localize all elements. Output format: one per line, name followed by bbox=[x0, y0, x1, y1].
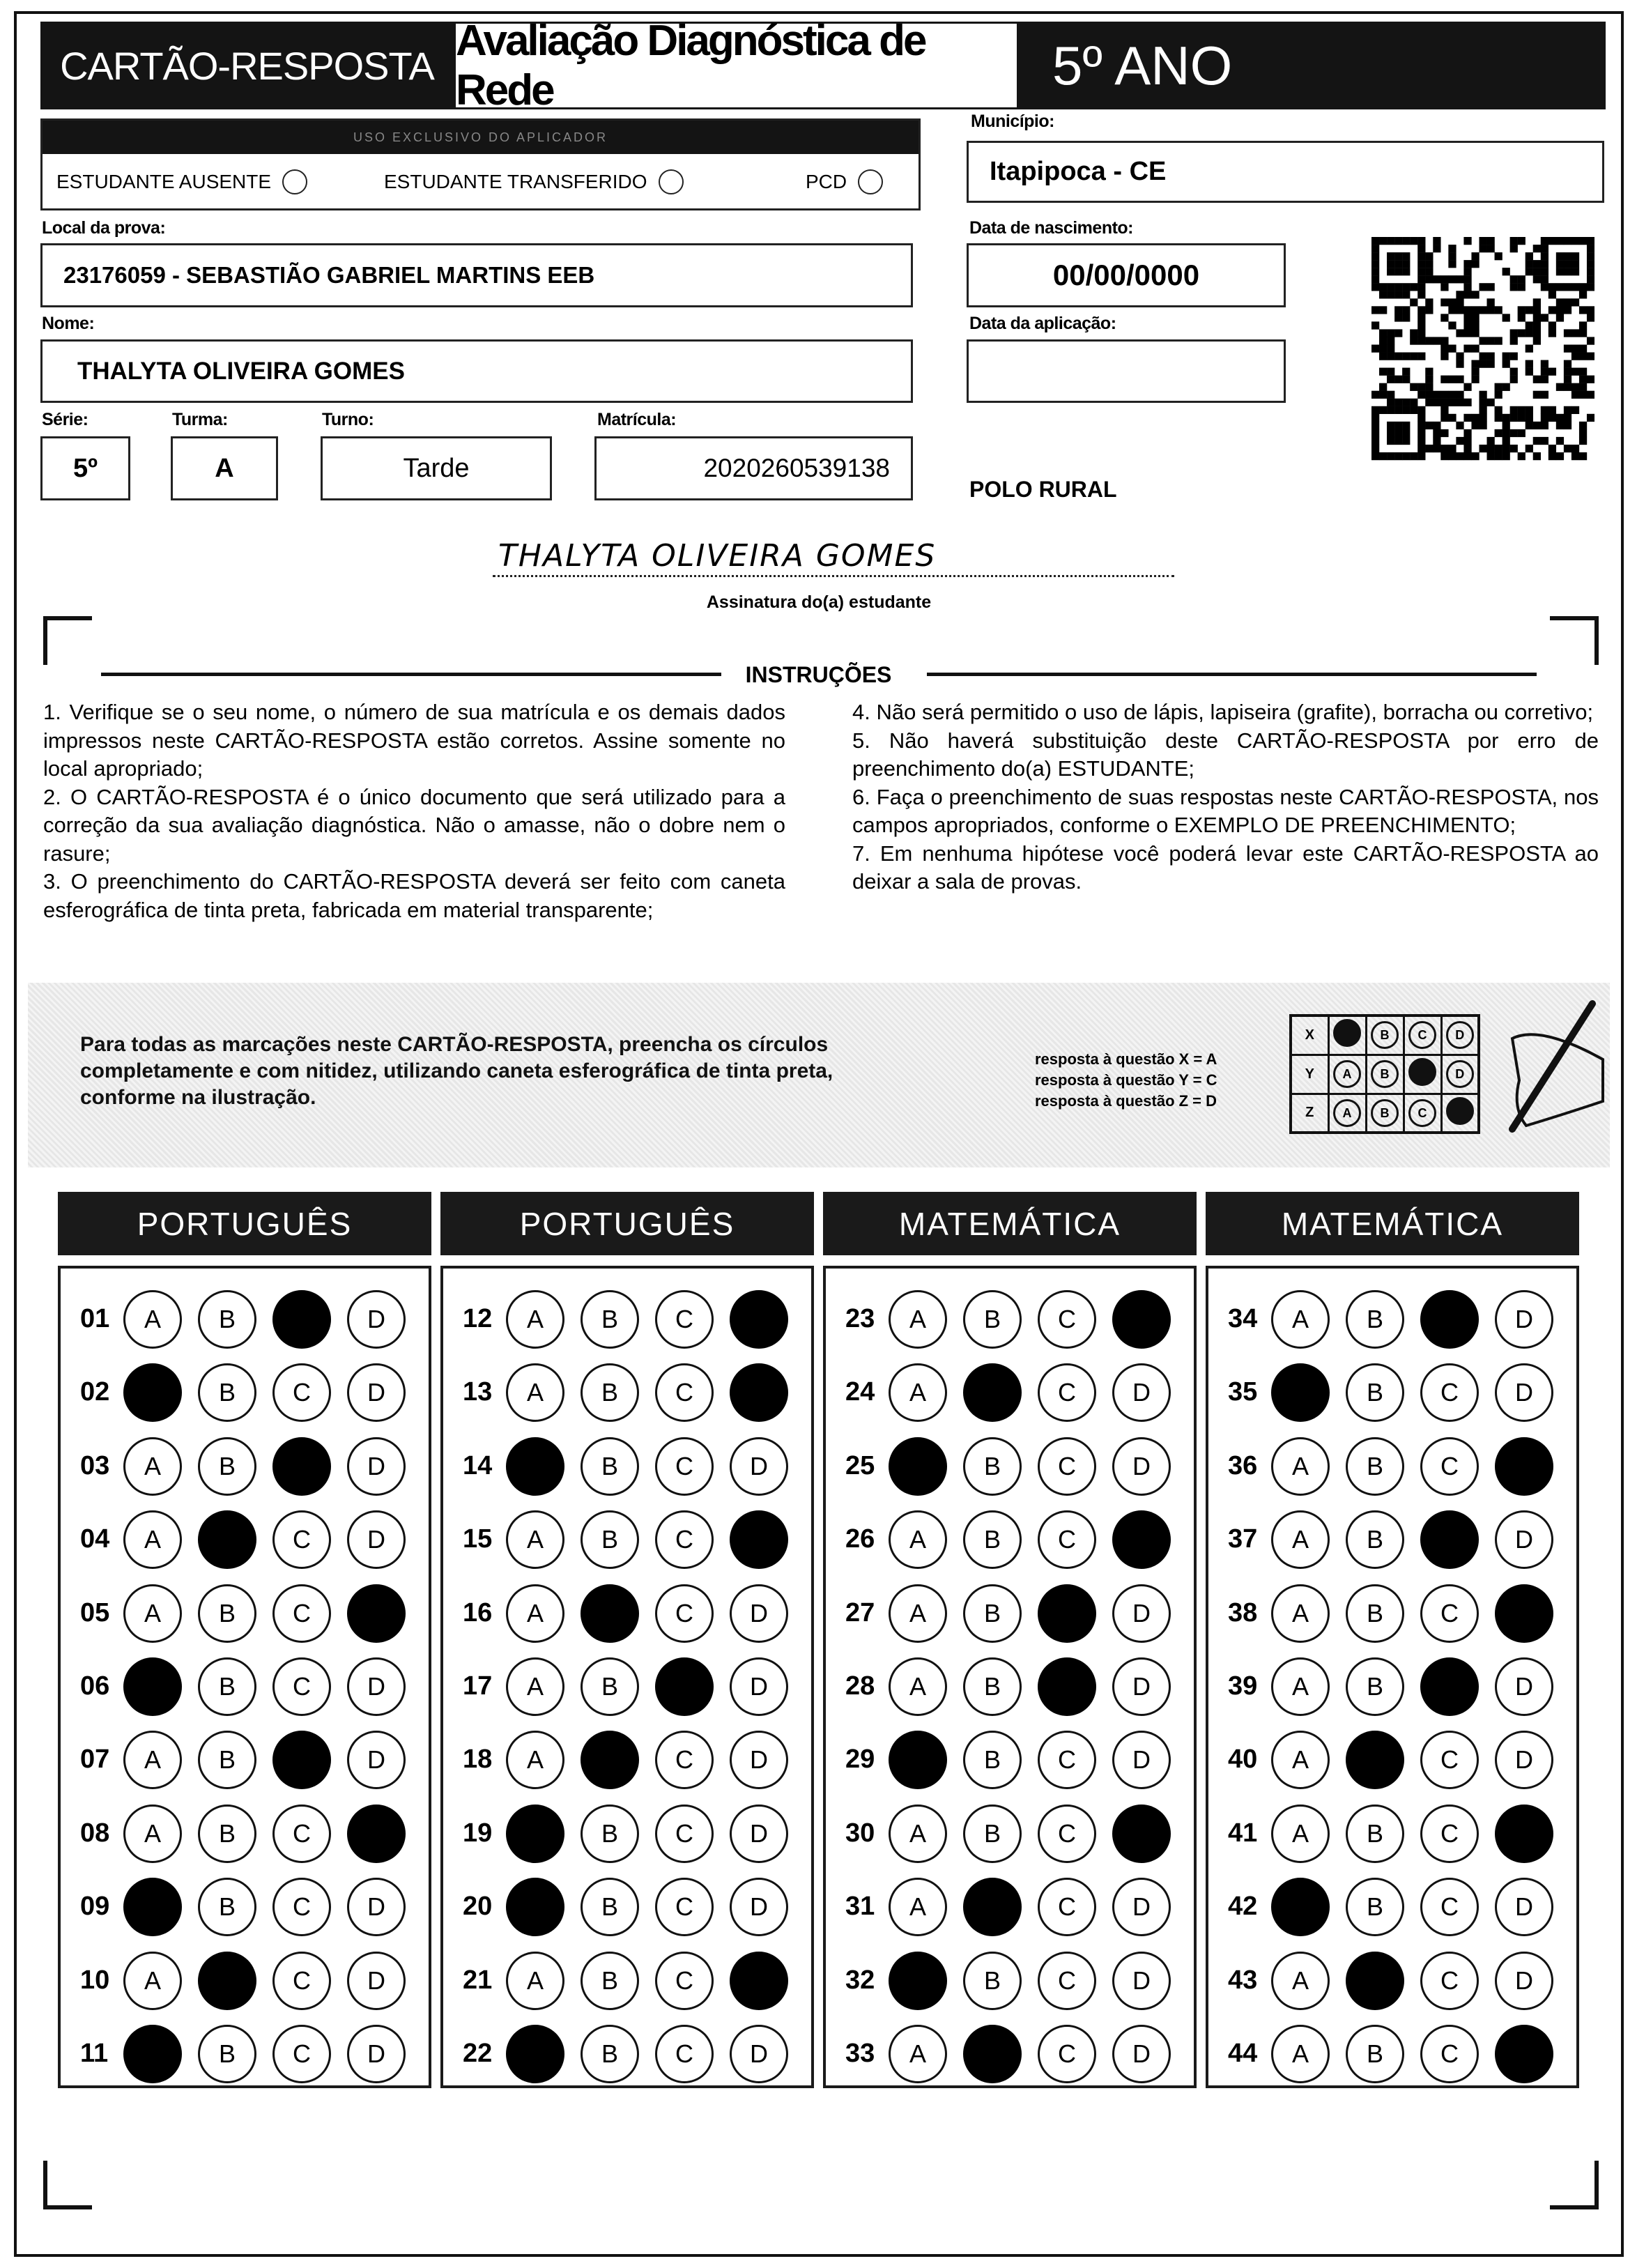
example-bubble: C bbox=[1408, 1021, 1436, 1049]
question-number: 13 bbox=[463, 1377, 493, 1407]
answer-bubble[interactable]: D bbox=[1495, 1731, 1553, 1789]
answer-bubble[interactable]: B bbox=[581, 1510, 639, 1569]
answer-bubble-filled[interactable]: B bbox=[581, 1731, 639, 1789]
aplicacao-label: Data da aplicação: bbox=[969, 314, 1116, 333]
answer-bubble[interactable]: C bbox=[655, 1952, 714, 2010]
question-number: 21 bbox=[463, 1965, 493, 1995]
example-bubble bbox=[1408, 1058, 1436, 1086]
answer-bubble[interactable]: A bbox=[1271, 1731, 1330, 1789]
answer-bubble[interactable]: B bbox=[1346, 1510, 1404, 1569]
signature-line[interactable]: THALYTA OLIVEIRA GOMES bbox=[493, 538, 1174, 577]
answer-bubble[interactable]: A bbox=[123, 1805, 182, 1863]
question-number: 31 bbox=[845, 1892, 875, 1922]
answer-bubble-filled[interactable]: A bbox=[889, 1731, 947, 1789]
answer-bubble[interactable]: C bbox=[1038, 1510, 1096, 1569]
matricula-label: Matrícula: bbox=[597, 410, 677, 429]
turma-field: A bbox=[171, 436, 278, 500]
answer-bubble-filled[interactable]: D bbox=[347, 1584, 406, 1643]
question-number: 23 bbox=[845, 1304, 875, 1333]
answer-bubble[interactable]: D bbox=[1495, 1952, 1553, 2010]
hand-pen-icon bbox=[1470, 997, 1610, 1143]
answer-bubble[interactable]: B bbox=[963, 1805, 1022, 1863]
answer-bubble[interactable]: C bbox=[272, 1952, 331, 2010]
answer-bubble[interactable]: C bbox=[272, 1805, 331, 1863]
answer-bubble[interactable]: B bbox=[1346, 1584, 1404, 1643]
answer-bubble[interactable]: C bbox=[1420, 1437, 1479, 1496]
nascimento-label: Data de nascimento: bbox=[969, 218, 1134, 238]
local-label: Local da prova: bbox=[42, 218, 166, 238]
answer-bubble[interactable]: C bbox=[655, 1437, 714, 1496]
example-bubble: B bbox=[1371, 1060, 1399, 1088]
answer-bubble[interactable]: A bbox=[889, 1657, 947, 1716]
answer-bubble[interactable]: C bbox=[1420, 1805, 1479, 1863]
answer-bubble[interactable]: C bbox=[655, 1290, 714, 1349]
answer-bubble[interactable]: C bbox=[1038, 2025, 1096, 2083]
answer-bubble-filled[interactable]: A bbox=[506, 2025, 564, 2083]
answer-bubble[interactable]: A bbox=[889, 1805, 947, 1863]
corner-mark bbox=[43, 616, 92, 665]
answer-bubble[interactable]: D bbox=[347, 1363, 406, 1422]
answer-bubble[interactable]: A bbox=[506, 1510, 564, 1569]
question-number: 28 bbox=[845, 1671, 875, 1701]
answer-bubble-filled[interactable]: A bbox=[506, 1437, 564, 1496]
answer-section bbox=[58, 1266, 431, 2088]
answer-bubble[interactable]: A bbox=[889, 1878, 947, 1936]
answer-bubble-filled[interactable]: D bbox=[1112, 1290, 1171, 1349]
answer-bubble[interactable]: D bbox=[730, 1584, 788, 1643]
answer-bubble[interactable]: A bbox=[123, 1510, 182, 1569]
answer-bubble-filled[interactable]: D bbox=[1495, 1805, 1553, 1863]
answer-bubble-filled[interactable]: A bbox=[123, 1363, 182, 1422]
answer-bubble[interactable]: C bbox=[1420, 1952, 1479, 2010]
answer-bubble[interactable]: B bbox=[198, 1878, 256, 1936]
question-number: 08 bbox=[80, 1818, 110, 1848]
pcd-bubble[interactable] bbox=[858, 169, 883, 194]
answer-bubble[interactable]: B bbox=[198, 1805, 256, 1863]
question-number: 24 bbox=[845, 1377, 875, 1407]
answer-bubble[interactable]: D bbox=[1112, 1657, 1171, 1716]
question-number: 41 bbox=[1228, 1818, 1258, 1848]
question-number: 26 bbox=[845, 1524, 875, 1554]
answer-bubble[interactable]: D bbox=[347, 1952, 406, 2010]
question-number: 37 bbox=[1228, 1524, 1258, 1554]
absent-bubble[interactable] bbox=[282, 169, 307, 194]
answer-bubble[interactable]: B bbox=[963, 1290, 1022, 1349]
answer-bubble[interactable]: C bbox=[1420, 1878, 1479, 1936]
absent-label: ESTUDANTE AUSENTE bbox=[56, 171, 272, 192]
answer-bubble-filled[interactable]: A bbox=[123, 2025, 182, 2083]
answer-section bbox=[823, 1266, 1197, 2088]
answer-bubble[interactable]: B bbox=[198, 1731, 256, 1789]
answer-bubble[interactable]: A bbox=[123, 1731, 182, 1789]
answer-bubble[interactable]: B bbox=[963, 1510, 1022, 1569]
example-bubble: D bbox=[1446, 1060, 1474, 1088]
answer-bubble[interactable]: D bbox=[1495, 1878, 1553, 1936]
question-number: 11 bbox=[80, 2039, 109, 2068]
answer-bubble[interactable]: B bbox=[963, 1952, 1022, 2010]
answer-bubble[interactable]: D bbox=[347, 2025, 406, 2083]
answer-bubble[interactable]: C bbox=[1038, 1805, 1096, 1863]
example-bubble: B bbox=[1371, 1099, 1399, 1127]
example-bubble bbox=[1333, 1019, 1361, 1047]
legend-line: resposta à questão Z = D bbox=[1035, 1092, 1217, 1110]
answer-bubble[interactable]: A bbox=[889, 1363, 947, 1422]
question-number: 40 bbox=[1228, 1745, 1258, 1775]
answer-bubble[interactable]: D bbox=[347, 1731, 406, 1789]
grade-title: 5º ANO bbox=[1019, 22, 1606, 109]
serie-label: Série: bbox=[42, 410, 89, 429]
answer-bubble-filled[interactable]: B bbox=[963, 2025, 1022, 2083]
answer-bubble[interactable]: C bbox=[272, 1878, 331, 1936]
answer-bubble-filled[interactable]: C bbox=[272, 1290, 331, 1349]
answer-bubble[interactable]: B bbox=[1346, 1437, 1404, 1496]
answer-bubble[interactable]: D bbox=[730, 1805, 788, 1863]
local-field: 23176059 - SEBASTIÃO GABRIEL MARTINS EEB bbox=[40, 243, 913, 307]
answer-bubble[interactable]: B bbox=[1346, 1363, 1404, 1422]
answer-bubble[interactable]: B bbox=[581, 1952, 639, 2010]
answer-bubble[interactable]: D bbox=[730, 1878, 788, 1936]
answer-section bbox=[1206, 1266, 1579, 2088]
nome-label: Nome: bbox=[42, 314, 95, 333]
answer-bubble[interactable]: B bbox=[1346, 1657, 1404, 1716]
answer-bubble-filled[interactable]: C bbox=[1038, 1657, 1096, 1716]
answer-bubble[interactable]: B bbox=[198, 1363, 256, 1422]
example-bubble: C bbox=[1408, 1099, 1436, 1127]
answer-bubble[interactable]: A bbox=[506, 1731, 564, 1789]
answer-bubble-filled[interactable]: C bbox=[1420, 1510, 1479, 1569]
question-number: 04 bbox=[80, 1524, 110, 1554]
nascimento-field: 00/00/0000 bbox=[967, 243, 1286, 307]
answer-bubble[interactable]: B bbox=[1346, 1878, 1404, 1936]
answer-bubble[interactable]: D bbox=[1112, 1731, 1171, 1789]
answer-bubble[interactable]: C bbox=[1038, 1878, 1096, 1936]
qr-code bbox=[1371, 236, 1594, 461]
answer-bubble[interactable]: B bbox=[963, 1657, 1022, 1716]
answer-bubble[interactable]: B bbox=[1346, 2025, 1404, 2083]
answer-bubble-filled[interactable]: A bbox=[889, 1437, 947, 1496]
answer-bubble[interactable]: A bbox=[1271, 2025, 1330, 2083]
answer-bubble-filled[interactable]: B bbox=[1346, 1952, 1404, 2010]
answer-bubble-filled[interactable]: C bbox=[272, 1731, 331, 1789]
example-row bbox=[1291, 1094, 1479, 1133]
aplicacao-field bbox=[967, 339, 1286, 403]
question-number: 02 bbox=[80, 1377, 110, 1407]
question-number: 15 bbox=[463, 1524, 493, 1554]
answer-bubble[interactable]: B bbox=[198, 1437, 256, 1496]
question-number: 25 bbox=[845, 1450, 875, 1480]
question-number: 09 bbox=[80, 1892, 110, 1922]
nome-field: THALYTA OLIVEIRA GOMES bbox=[40, 339, 913, 403]
answer-bubble[interactable]: A bbox=[123, 1437, 182, 1496]
example-question: X bbox=[1291, 1016, 1328, 1055]
answer-bubble[interactable]: D bbox=[1112, 2025, 1171, 2083]
transferred-bubble[interactable] bbox=[659, 169, 684, 194]
answer-bubble-filled[interactable]: B bbox=[198, 1510, 256, 1569]
answer-bubble-filled[interactable]: A bbox=[123, 1878, 182, 1936]
answer-section bbox=[440, 1266, 814, 2088]
answer-bubble[interactable]: C bbox=[1420, 1731, 1479, 1789]
question-number: 34 bbox=[1228, 1304, 1258, 1333]
applicator-usage-box bbox=[40, 118, 921, 210]
example-text: Para todas as marcações neste CARTÃO-RESPOSTA, preencha os círculos completamente e com nitidez, utilizando caneta esferográfica de tinta preta, conforme na ilustração. bbox=[80, 1033, 833, 1109]
municipio-field: Itapipoca - CE bbox=[967, 141, 1604, 203]
answer-bubble[interactable]: C bbox=[272, 1510, 331, 1569]
answer-bubble[interactable]: B bbox=[581, 1878, 639, 1936]
answer-bubble[interactable]: B bbox=[963, 1437, 1022, 1496]
answer-bubble[interactable]: C bbox=[272, 1657, 331, 1716]
answer-bubble-filled[interactable]: B bbox=[198, 1952, 256, 2010]
municipio-label: Município: bbox=[971, 112, 1054, 131]
absent-option[interactable] bbox=[56, 169, 307, 194]
answer-bubble[interactable]: C bbox=[1420, 1584, 1479, 1643]
answer-bubble-filled[interactable]: C bbox=[1420, 1290, 1479, 1349]
answer-bubble[interactable]: B bbox=[963, 1731, 1022, 1789]
answer-bubble[interactable]: A bbox=[506, 1363, 564, 1422]
answer-bubble[interactable]: B bbox=[581, 2025, 639, 2083]
answer-bubble[interactable]: A bbox=[889, 1584, 947, 1643]
answer-bubble[interactable]: B bbox=[198, 1657, 256, 1716]
example-bubble: B bbox=[1371, 1021, 1399, 1049]
answer-bubble-filled[interactable]: C bbox=[655, 1657, 714, 1716]
question-number: 29 bbox=[845, 1745, 875, 1775]
answer-bubble[interactable]: D bbox=[730, 1437, 788, 1496]
answer-bubble[interactable]: C bbox=[655, 1584, 714, 1643]
question-number: 14 bbox=[463, 1450, 493, 1480]
example-bubble: D bbox=[1446, 1021, 1474, 1049]
question-number: 27 bbox=[845, 1597, 875, 1627]
answer-bubble-filled[interactable]: A bbox=[506, 1878, 564, 1936]
answer-bubble[interactable]: D bbox=[1112, 1952, 1171, 2010]
answer-bubble[interactable]: B bbox=[198, 1584, 256, 1643]
question-number: 18 bbox=[463, 1745, 493, 1775]
answer-bubble[interactable]: D bbox=[347, 1657, 406, 1716]
answer-bubble[interactable]: B bbox=[1346, 1805, 1404, 1863]
answer-bubble[interactable]: C bbox=[655, 1510, 714, 1569]
exam-title: Avaliação Diagnóstica de Rede bbox=[454, 22, 1019, 109]
answer-bubble[interactable]: A bbox=[506, 1584, 564, 1643]
turma-label: Turma: bbox=[172, 410, 228, 429]
question-number: 36 bbox=[1228, 1450, 1258, 1480]
section-header: PORTUGUÊS bbox=[440, 1192, 814, 1255]
answer-bubble[interactable]: A bbox=[1271, 1952, 1330, 2010]
pcd-label: PCD bbox=[806, 171, 847, 192]
question-number: 05 bbox=[80, 1597, 110, 1627]
answer-bubble-filled[interactable]: A bbox=[1271, 1878, 1330, 1936]
answer-bubble[interactable]: C bbox=[272, 2025, 331, 2083]
answer-bubble[interactable]: A bbox=[1271, 1510, 1330, 1569]
question-number: 12 bbox=[463, 1304, 493, 1333]
question-number: 06 bbox=[80, 1671, 110, 1701]
answer-bubble[interactable]: C bbox=[1038, 1290, 1096, 1349]
answer-bubble[interactable]: D bbox=[1112, 1878, 1171, 1936]
answer-bubble-filled[interactable]: C bbox=[1038, 1584, 1096, 1643]
question-number: 03 bbox=[80, 1450, 110, 1480]
answer-bubble-filled[interactable]: D bbox=[1495, 2025, 1553, 2083]
answer-bubble[interactable]: D bbox=[347, 1510, 406, 1569]
answer-bubble[interactable]: B bbox=[581, 1290, 639, 1349]
example-grid bbox=[1289, 1014, 1480, 1134]
pcd-option[interactable] bbox=[806, 169, 883, 194]
question-number: 44 bbox=[1228, 2039, 1258, 2068]
answer-bubble[interactable]: A bbox=[1271, 1437, 1330, 1496]
answer-bubble[interactable]: A bbox=[123, 1584, 182, 1643]
answer-bubble-filled[interactable]: D bbox=[730, 1952, 788, 2010]
answer-bubble[interactable]: A bbox=[506, 1952, 564, 2010]
answer-bubble[interactable]: D bbox=[730, 1657, 788, 1716]
answer-bubble[interactable]: A bbox=[1271, 1805, 1330, 1863]
answer-bubble-filled[interactable]: D bbox=[730, 1290, 788, 1349]
answer-bubble-filled[interactable]: C bbox=[1420, 1657, 1479, 1716]
instructions-title: INSTRUÇÕES bbox=[745, 662, 892, 687]
matricula-field: 2020260539138 bbox=[594, 436, 913, 500]
answer-bubble-filled[interactable]: B bbox=[1346, 1731, 1404, 1789]
answer-bubble-filled[interactable]: B bbox=[963, 1363, 1022, 1422]
section-header: MATEMÁTICA bbox=[1206, 1192, 1579, 1255]
answer-bubble[interactable]: D bbox=[730, 1731, 788, 1789]
answer-bubble[interactable]: A bbox=[889, 1510, 947, 1569]
question-number: 17 bbox=[463, 1671, 493, 1701]
answer-bubble[interactable]: D bbox=[1112, 1584, 1171, 1643]
answer-bubble[interactable]: C bbox=[1038, 1952, 1096, 2010]
answer-bubble[interactable]: A bbox=[1271, 1657, 1330, 1716]
answer-bubble[interactable]: A bbox=[123, 1290, 182, 1349]
answer-bubble-filled[interactable]: A bbox=[889, 1952, 947, 2010]
section-header: PORTUGUÊS bbox=[58, 1192, 431, 1255]
question-number: 42 bbox=[1228, 1892, 1258, 1922]
question-number: 20 bbox=[463, 1892, 493, 1922]
answer-bubble[interactable]: D bbox=[347, 1437, 406, 1496]
answer-bubble[interactable]: D bbox=[347, 1290, 406, 1349]
answer-bubble-filled[interactable]: B bbox=[963, 1878, 1022, 1936]
card-label: CARTÃO-RESPOSTA bbox=[40, 22, 454, 109]
answer-bubble[interactable]: D bbox=[1495, 1290, 1553, 1349]
answer-bubble[interactable]: C bbox=[655, 1878, 714, 1936]
serie-field: 5º bbox=[40, 436, 130, 500]
instructions-left: 1. Verifique se o seu nome, o número de sua matrícula e os demais dados impressos neste CARTÃO-RESPOSTA estão corretos. Assine somente no local apropriado; 2. O CARTÃO-RESPOSTA é o único documento que será utilizado para a correção da sua avaliação diagnóstica. Não o amasse, não o dobre nem o rasure; 3. O preenchimento do CARTÃO-RESPOSTA deverá ser feito com caneta esferográfica de tinta preta, fabricada em material transparente; bbox=[43, 700, 785, 922]
answer-bubble[interactable]: D bbox=[1112, 1437, 1171, 1496]
legend-line: resposta à questão X = A bbox=[1035, 1050, 1217, 1068]
answer-bubble[interactable]: A bbox=[506, 1657, 564, 1716]
answer-bubble[interactable]: D bbox=[1495, 1363, 1553, 1422]
answer-bubble-filled[interactable]: D bbox=[730, 1363, 788, 1422]
question-number: 07 bbox=[80, 1745, 110, 1775]
answer-bubble-filled[interactable]: D bbox=[1112, 1805, 1171, 1863]
instructions-right: 4. Não será permitido o uso de lápis, lapiseira (grafite), borracha ou corretivo; 5. Não haverá substituição deste CARTÃO-RESPOSTA por erro de preenchimento do(a) ESTUDANTE; 6. Faça o preenchimento de suas respostas neste CARTÃO-RESPOSTA, nos campos apropriados, conforme o EXEMPLO DE PREENCHIMENTO; 7. Em nenhuma hipótese você poderá levar este CARTÃO-RESPOSTA ao deixar a sala de provas. bbox=[852, 700, 1599, 894]
legend-line: resposta à questão Y = C bbox=[1035, 1071, 1217, 1089]
question-number: 01 bbox=[80, 1304, 110, 1333]
example-bubble: A bbox=[1333, 1099, 1361, 1127]
answer-bubble-filled[interactable]: A bbox=[123, 1657, 182, 1716]
answer-bubble-filled[interactable]: A bbox=[506, 1805, 564, 1863]
transferred-label: ESTUDANTE TRANSFERIDO bbox=[384, 171, 647, 192]
question-number: 39 bbox=[1228, 1671, 1258, 1701]
transferred-option[interactable] bbox=[384, 169, 684, 194]
answer-bubble[interactable]: B bbox=[198, 2025, 256, 2083]
example-row bbox=[1291, 1055, 1479, 1094]
answer-bubble[interactable]: D bbox=[347, 1878, 406, 1936]
question-number: 10 bbox=[80, 1965, 110, 1995]
answer-bubble[interactable]: B bbox=[581, 1805, 639, 1863]
turno-label: Turno: bbox=[322, 410, 374, 429]
question-number: 22 bbox=[463, 2039, 493, 2068]
turno-field: Tarde bbox=[321, 436, 552, 500]
question-number: 16 bbox=[463, 1597, 493, 1627]
example-bubble bbox=[1446, 1097, 1474, 1125]
signature-label: Assinatura do(a) estudante bbox=[706, 592, 932, 612]
answer-bubble[interactable]: C bbox=[1038, 1437, 1096, 1496]
question-number: 35 bbox=[1228, 1377, 1258, 1407]
answer-bubble-filled[interactable]: D bbox=[1495, 1437, 1553, 1496]
answer-bubble[interactable]: C bbox=[655, 1805, 714, 1863]
polo-label: POLO RURAL bbox=[969, 477, 1117, 502]
example-legend bbox=[1035, 1049, 1217, 1112]
answer-bubble[interactable]: A bbox=[506, 1290, 564, 1349]
answer-bubble-filled[interactable]: D bbox=[730, 1510, 788, 1569]
answer-bubble[interactable]: C bbox=[655, 2025, 714, 2083]
answer-bubble-filled[interactable]: A bbox=[1271, 1363, 1330, 1422]
answer-bubble[interactable]: B bbox=[581, 1363, 639, 1422]
answer-bubble[interactable]: C bbox=[655, 1363, 714, 1422]
answer-bubble[interactable]: B bbox=[1346, 1290, 1404, 1349]
answer-bubble[interactable]: D bbox=[730, 2025, 788, 2083]
answer-bubble[interactable]: C bbox=[655, 1731, 714, 1789]
example-question: Y bbox=[1291, 1055, 1328, 1094]
answer-bubble[interactable]: A bbox=[889, 2025, 947, 2083]
answer-bubble-filled[interactable]: B bbox=[581, 1584, 639, 1643]
answer-bubble-filled[interactable]: C bbox=[272, 1437, 331, 1496]
answer-bubble[interactable]: D bbox=[1495, 1657, 1553, 1716]
answer-bubble[interactable]: D bbox=[1112, 1363, 1171, 1422]
answer-bubble-filled[interactable]: D bbox=[347, 1805, 406, 1863]
answer-bubble[interactable]: C bbox=[1420, 1363, 1479, 1422]
question-number: 38 bbox=[1228, 1597, 1258, 1627]
answer-bubble[interactable]: C bbox=[272, 1363, 331, 1422]
usage-strip: USO EXCLUSIVO DO APLICADOR bbox=[43, 121, 919, 154]
question-number: 43 bbox=[1228, 1965, 1258, 1995]
example-bubble: A bbox=[1333, 1060, 1361, 1088]
corner-mark bbox=[1550, 616, 1599, 665]
answer-bubble[interactable]: C bbox=[1420, 2025, 1479, 2083]
answer-bubble[interactable]: D bbox=[1495, 1510, 1553, 1569]
answer-bubble[interactable]: C bbox=[1038, 1363, 1096, 1422]
question-number: 30 bbox=[845, 1818, 875, 1848]
answer-bubble[interactable]: B bbox=[581, 1437, 639, 1496]
answer-bubble[interactable]: C bbox=[1038, 1731, 1096, 1789]
answer-bubble[interactable]: A bbox=[1271, 1584, 1330, 1643]
answer-bubble[interactable]: A bbox=[1271, 1290, 1330, 1349]
answer-bubble[interactable]: B bbox=[198, 1290, 256, 1349]
question-number: 32 bbox=[845, 1965, 875, 1995]
section-header: MATEMÁTICA bbox=[823, 1192, 1197, 1255]
question-number: 33 bbox=[845, 2039, 875, 2068]
answer-bubble[interactable]: A bbox=[123, 1952, 182, 2010]
example-question: Z bbox=[1291, 1094, 1328, 1133]
answer-bubble[interactable]: B bbox=[581, 1657, 639, 1716]
answer-bubble-filled[interactable]: D bbox=[1495, 1584, 1553, 1643]
corner-mark bbox=[43, 2161, 92, 2209]
answer-bubble[interactable]: A bbox=[889, 1290, 947, 1349]
example-row bbox=[1291, 1016, 1479, 1055]
answer-bubble[interactable]: C bbox=[272, 1584, 331, 1643]
corner-mark bbox=[1550, 2161, 1599, 2209]
answer-bubble[interactable]: B bbox=[963, 1584, 1022, 1643]
answer-bubble-filled[interactable]: D bbox=[1112, 1510, 1171, 1569]
fill-example bbox=[28, 983, 1610, 1167]
question-number: 19 bbox=[463, 1818, 493, 1848]
